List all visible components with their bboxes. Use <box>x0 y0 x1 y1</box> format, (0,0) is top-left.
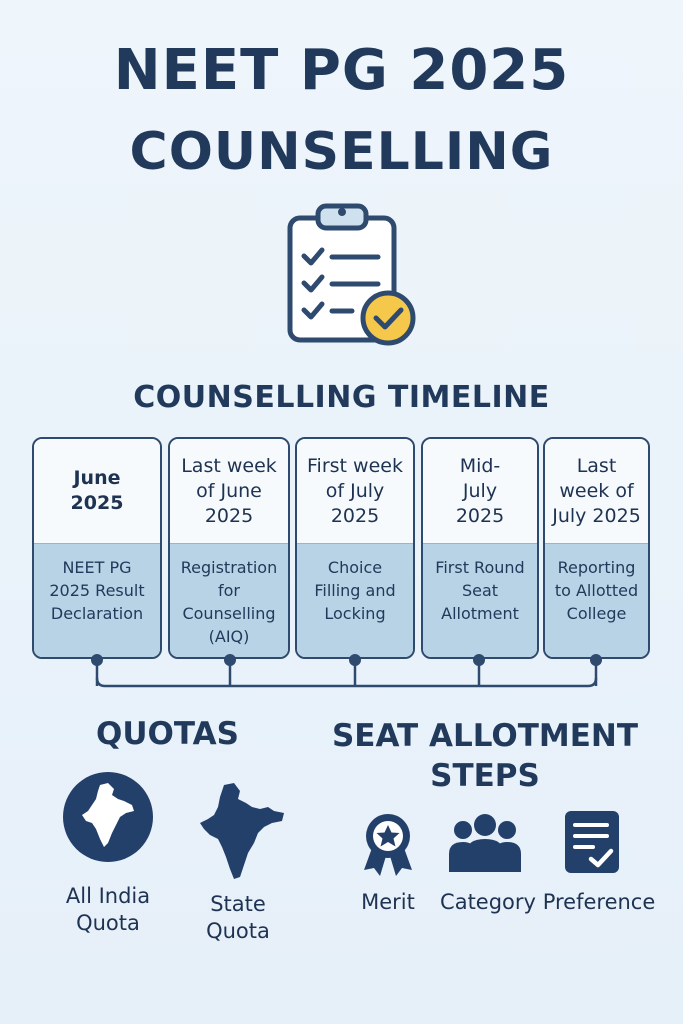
quota-label-all-india: All India Quota <box>65 884 151 935</box>
timeline-event: First Round Seat Allotment <box>423 544 537 657</box>
quota-label-state: State Quota <box>206 892 270 943</box>
page-title-line2: COUNSELLING <box>129 122 554 182</box>
india-map-circle-icon <box>62 771 154 863</box>
timeline-date: First week of July 2025 <box>297 439 413 544</box>
timeline-event: NEET PG 2025 Result Declaration <box>34 544 160 657</box>
medal-icon <box>360 812 416 878</box>
timeline-date: Last week of July 2025 <box>545 439 648 544</box>
quotas-title: QUOTAS <box>96 716 239 752</box>
group-icon <box>447 812 523 874</box>
timeline-connector <box>0 650 683 700</box>
step-label-merit: Merit <box>361 890 415 914</box>
step-label-preference: Preference <box>542 890 656 914</box>
timeline-card-1 <box>32 437 162 659</box>
timeline-event: Reporting to Allotted College <box>545 544 648 657</box>
timeline-card-3 <box>295 437 415 659</box>
clipboard-checklist-icon <box>282 200 422 350</box>
seat-allotment-title: SEAT ALLOTMENT STEPS <box>331 718 639 794</box>
checklist-icon <box>563 809 621 875</box>
timeline-card-2 <box>168 437 290 659</box>
timeline-card-4 <box>421 437 539 659</box>
timeline-card-5 <box>543 437 650 659</box>
timeline-date: Mid-July 2025 <box>423 439 537 544</box>
timeline-date: June 2025 <box>34 439 160 544</box>
timeline-title: COUNSELLING TIMELINE <box>133 380 550 415</box>
timeline-event: Choice Filling and Locking <box>297 544 413 657</box>
state-map-icon <box>194 781 290 885</box>
timeline-date: Last week of June 2025 <box>170 439 288 544</box>
step-label-category: Category <box>440 890 536 914</box>
timeline-event: Registration for Counselling (AIQ) <box>170 544 288 657</box>
page-title-line1: NEET PG 2025 <box>113 38 570 103</box>
